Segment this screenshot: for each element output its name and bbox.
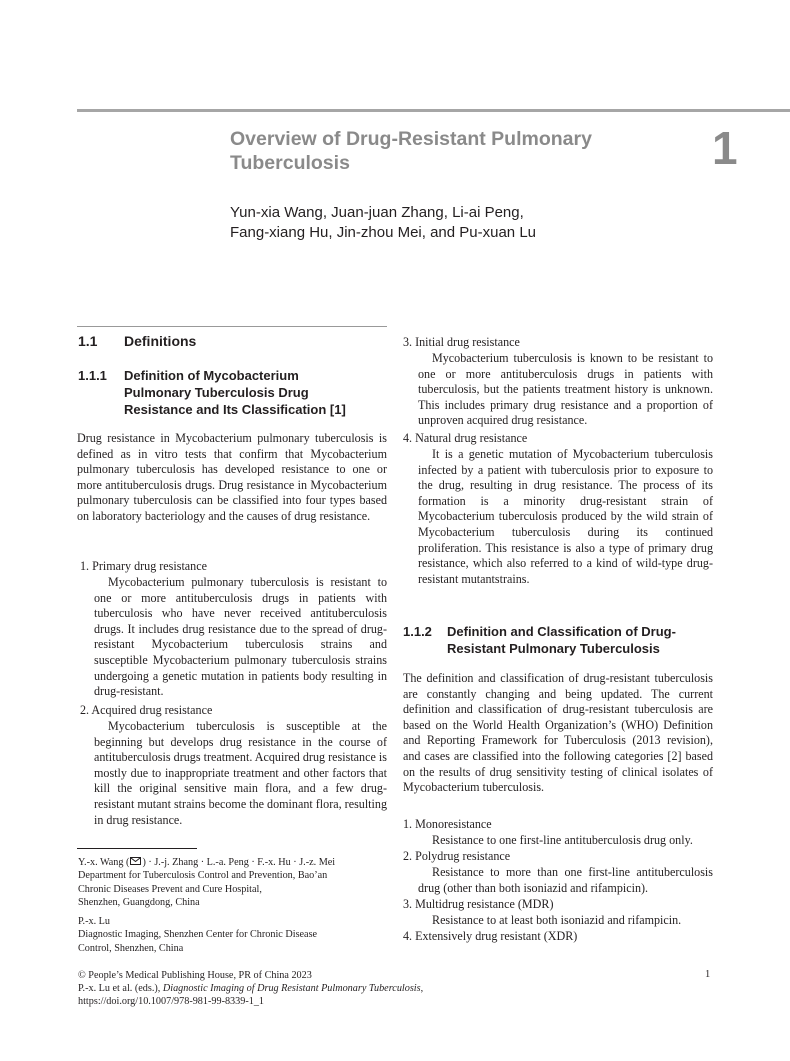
section-heading-1-1-1 — [78, 367, 388, 419]
chapter-number: 1 — [712, 122, 738, 174]
affiliation-2-line3: Control, Shenzhen, China — [78, 942, 184, 954]
subsection-number: 1.1.2 — [403, 624, 432, 639]
type-4-title: 4. Natural drug resistance — [403, 431, 528, 445]
copyright-line: © People’s Medical Publishing House, PR of China 2023 — [78, 970, 312, 981]
affiliation-1-author-first: Y.-x. Wang ( — [78, 857, 130, 868]
chapter-title — [230, 127, 650, 175]
citation-line — [78, 982, 423, 995]
top-rule — [77, 109, 790, 112]
type-4-body: It is a genetic mutation of Mycobacterium tuberculosis infected by a patient with tuberculosis prior to exposure to the drug, resulting in drug resistance. The process of its formation is a minority drug-resistant strain of Mycobacterium tuberculosis produced by the wild strain of Mycobacterium tuberculosis during its continued proliferation. This resistance is also a type of primary drug resistance, which also referred to a kind of wild-type drug-resistant mutantstrains. — [418, 447, 713, 586]
section-heading-1-1-2 — [403, 623, 713, 659]
subsection-title-line3: Resistance and Its Classification [1] — [124, 402, 346, 417]
intro-paragraph: Drug resistance in Mycobacterium pulmonary tuberculosis is defined as in vitro tests that confirm that Mycobacterium pulmonary tuberculosis has developed resistance to one or more antituberculosis drugs. Drug resistance in Mycobacterium pulmonary tuberculosis can be classified into four types based on laboratory bacteriology and the causes of drug resistance. — [77, 431, 387, 523]
subsection-title — [124, 367, 346, 418]
category-3-body: Resistance to at least both isoniazid and rifampicin. — [432, 913, 682, 927]
authors-line1: Yun-xia Wang, Juan-juan Zhang, Li-ai Peng, — [230, 204, 524, 221]
envelope-icon — [130, 857, 141, 865]
subsection-title-line2: Resistant Pulmonary Tuberculosis — [447, 641, 660, 656]
affiliation-2-line2: Diagnostic Imaging, Shenzhen Center for Chronic Disease — [78, 929, 318, 941]
section-rule — [77, 326, 387, 327]
affiliation-2 — [78, 915, 378, 955]
type-2-title: 2. Acquired drug resistance — [80, 703, 213, 717]
type-2-body: Mycobacterium tuberculosis is susceptible at the beginning but develops drug resistance in the course of antituberculosis drugs treatment. Acquired drug resistance is mostly due to inappropriate treatment and other factors that kill the original sensitive main flora, and a few drug-resistant mutant strains become the dominant flora, resulting in drug resistance. — [94, 719, 387, 827]
chapter-authors — [230, 203, 630, 243]
authors-line2: Fang-xiang Hu, Jin-zhou Mei, and Pu-xuan Lu — [230, 224, 537, 241]
chapter-title-line1: Overview of Drug-Resistant Pulmonary — [230, 128, 592, 150]
citation-book-title: Diagnostic Imaging of Drug Resistant Pulmonary Tuberculosis — [162, 983, 421, 994]
category-4-title: 4. Extensively drug resistant (XDR) — [403, 929, 578, 943]
footnote-rule — [77, 848, 197, 849]
affiliation-2-author: P.-x. Lu — [78, 916, 110, 927]
type-3-title: 3. Initial drug resistance — [403, 335, 520, 349]
section-title: Definitions — [124, 333, 197, 349]
subsection-title-line1: Definition of Mycobacterium — [124, 368, 299, 383]
category-1-body: Resistance to one first-line antituberculosis drug only. — [432, 833, 693, 847]
section-number: 1.1 — [78, 333, 98, 349]
category-2-title: 2. Polydrug resistance — [403, 849, 511, 863]
type-3-body: Mycobacterium tuberculosis is known to be resistant to one or more antituberculosis drugs in patients with tuberculosis, but the patients treatment history is unknown. This includes primary drug resistance and a proportion of unproven acquired drug resistance. — [418, 351, 713, 428]
subsection-number: 1.1.1 — [78, 368, 107, 383]
citation-editors: P.-x. Lu et al. (eds.), — [78, 983, 163, 994]
affiliation-1-line4: Shenzhen, Guangdong, China — [78, 896, 200, 908]
citation-comma: , — [420, 983, 424, 994]
type-1-body: Mycobacterium pulmonary tuberculosis is resistant to one or more antituberculosis drugs in patients with tuberculosis who have never received antituberculosis drugs. It includes drug resistance due to the spread of drug-resistant Mycobacterium tuberculosis strains and susceptible Mycobacterium pulmonary tuberculosis strains undergoing a genetic mutation in patients body resulting in drug-resistant. — [94, 575, 387, 699]
category-3-title: 3. Multidrug resistance (MDR) — [403, 897, 554, 911]
category-1-title: 1. Monoresistance — [403, 817, 492, 831]
affiliation-1-authors — [78, 856, 378, 869]
chapter-title-line2: Tuberculosis — [230, 152, 350, 174]
affiliation-1-line3: Chronic Diseases Prevent and Cure Hospital, — [78, 883, 262, 895]
type-1-title: 1. Primary drug resistance — [80, 559, 207, 573]
affiliation-1 — [78, 856, 378, 909]
subsection-title-line1: Definition and Classification of Drug- — [447, 624, 676, 639]
affiliation-1-author-rest: ) · J.-j. Zhang · L.-a. Peng · F.-x. Hu · J.-z. Mei — [142, 857, 336, 868]
page-number: 1 — [705, 969, 711, 980]
affiliation-1-line2: Department for Tuberculosis Control and Prevention, Bao’an — [78, 870, 328, 882]
classification-paragraph: The definition and classification of drug-resistant tuberculosis are constantly changing and being updated. The current definition and classification of drug-resistant tuberculosis are based on the World Health Organization’s (WHO) Definition and Reporting Framework for Tuberculosis (2013 revision), and cases are classified into the following categories [2] based on the results of drug sensitivity testing of clinical isolates of Mycobacterium tuberculosis. — [403, 671, 713, 795]
doi-link[interactable]: https://doi.org/10.1007/978-981-99-8339-1_1 — [78, 996, 265, 1007]
subsection-title-line2: Pulmonary Tuberculosis Drug — [124, 385, 309, 400]
subsection-title — [447, 623, 676, 657]
category-2-body: Resistance to more than one first-line antituberculosis drug (other than both isoniazid and rifampicin). — [418, 865, 713, 895]
